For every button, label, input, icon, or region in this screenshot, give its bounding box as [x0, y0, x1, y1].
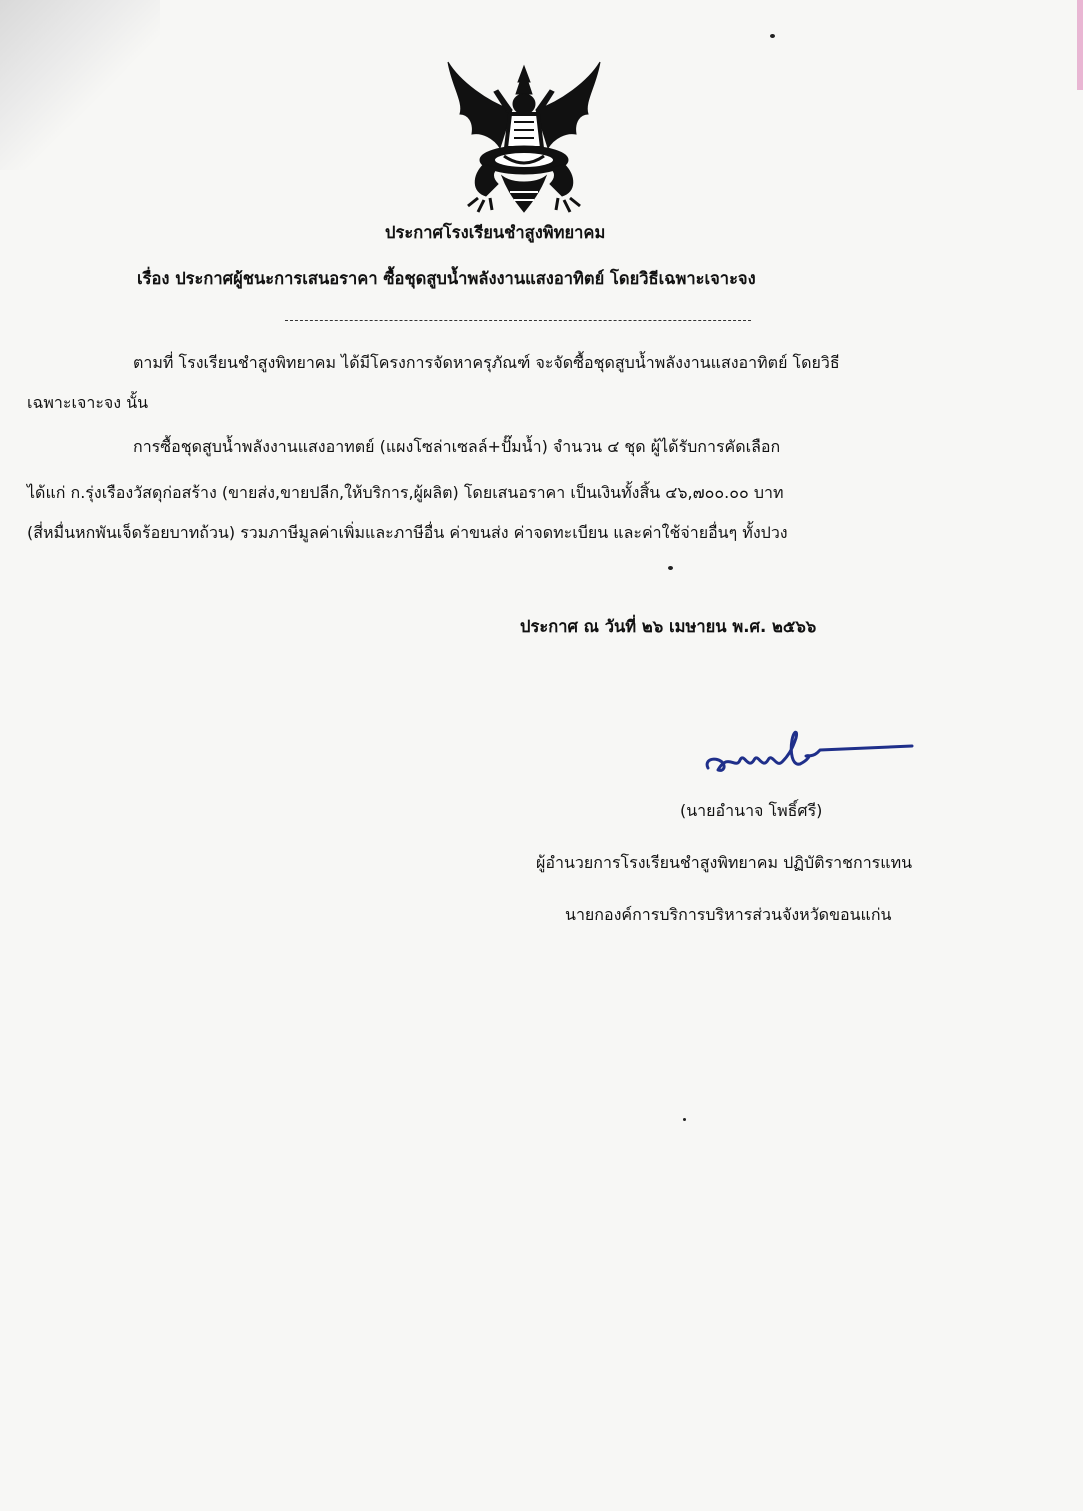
paragraph-2-line-3: (สี่หมื่นหกพันเจ็ดร้อยบาทถ้วน) รวมภาษีมูลค่าเพิ่มและภาษีอื่น ค่าขนส่ง ค่าจดทะเบียน และค่าใช้จ่ายอื่นๆ ทั้งปวง: [27, 523, 788, 542]
speck: [770, 34, 775, 38]
page-corner-shadow: [0, 0, 160, 170]
paragraph-1-line-1: ตามที่ โรงเรียนชำสูงพิทยาคม ได้มีโครงการจัดหาครุภัณฑ์ จะจัดซื้อชุดสูบน้ำพลังงานแสงอาทิตย์ โดยวิธี: [133, 353, 840, 372]
announcement-subject: เรื่อง ประกาศผู้ชนะการเสนอราคา ซื้อชุดสูบน้ำพลังงานแสงอาทิตย์ โดยวิธีเฉพาะเจาะจง: [137, 269, 756, 288]
paragraph-2-line-1: การซื้อชุดสูบน้ำพลังงานแสงอาทตย์ (แผงโซล่าเซลล์+ปั๊มน้ำ) จำนวน ๔ ชุด ผู้ได้รับการคัดเลือก: [133, 437, 781, 456]
speck: [668, 566, 673, 570]
edge-mark: [1077, 0, 1083, 90]
signatory-name: (นายอำนาจ โพธิ์ศรี): [680, 801, 823, 820]
signatory-position-2: นายกองค์การบริการบริหารส่วนจังหวัดขอนแก่น: [565, 905, 892, 924]
paragraph-1-line-2: เฉพาะเจาะจง นั้น: [27, 393, 149, 412]
announcement-title: ประกาศโรงเรียนชำสูงพิทยาคม: [385, 223, 606, 242]
signatory-position-1: ผู้อำนวยการโรงเรียนชำสูงพิทยาคม ปฏิบัติราชการแทน: [536, 853, 913, 872]
speck: [683, 1118, 686, 1121]
garuda-emblem-icon: [438, 52, 610, 220]
announcement-date: ประกาศ ณ วันที่ ๒๖ เมษายน พ.ศ. ๒๕๖๖: [520, 617, 817, 636]
paragraph-2-line-2: ได้แก่ ก.รุ่งเรืองวัสดุก่อสร้าง (ขายส่ง,ขายปลีก,ให้บริการ,ผู้ผลิต) โดยเสนอราคา เป็นเงินทั้งสิ้น ๔๖,๗๐๐.๐๐ บาท: [27, 483, 784, 502]
handwritten-signature: [700, 716, 920, 782]
dashed-divider: [285, 320, 751, 321]
